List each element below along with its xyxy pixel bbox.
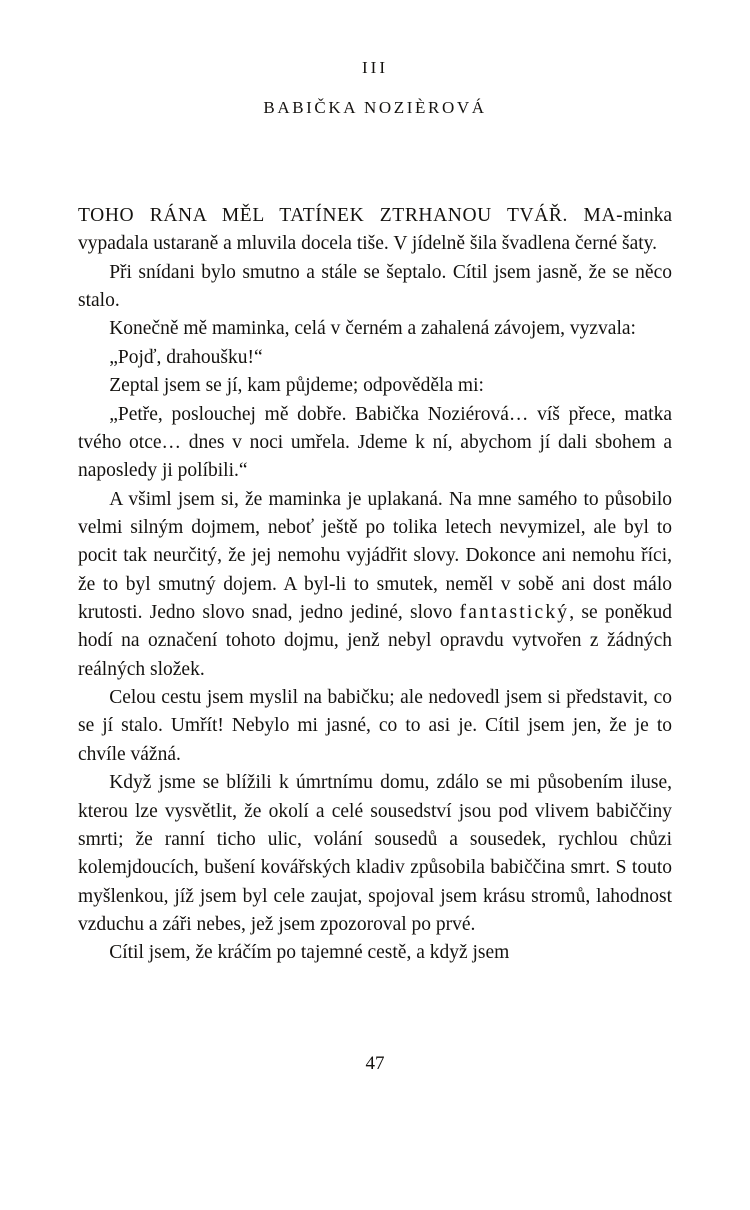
- paragraph-10: Cítil jsem, že kráčím po tajemné cestě, a když jsem: [109, 942, 510, 964]
- paragraph-7-text-before: A všiml jsem si, že maminka je uplakaná. Na mne samého to působilo velmi silným dojmem, neboť ještě po tolika letech nevymizel, ale byl to pocit tak neurčitý, že jej nemohu vyjádřit slovy. Dokonce ani nemohu říci, že to byl smutný dojem. A byl-li to smutek, neměl v sobě ani dost málo krutosti. Jedno slovo snad, jedno jediné, slovo: [78, 488, 672, 624]
- paragraph-7: [78, 486, 672, 685]
- emphasized-word: fantastický: [459, 602, 570, 624]
- paragraph-3: Konečně mě maminka, celá v černém a zahalená závojem, vyzvala:: [109, 318, 636, 340]
- paragraph-9: Když jsme se blížili k úmrtnímu domu, zdálo se mi působením iluse, kterou lze vysvětlit, že okolí a celé sousedství jsou pod vlivem babiččiny smrti; že ranní ticho ulic, volání sousedů a sousedek, rychlou chůzi kolemjdoucích, bušení kovářských kladiv způsobila babiččina smrt. S touto myšlenkou, jíž jsem byl cele zaujat, spojoval jsem krásu stromů, lahodnost vzduchu a záři nebes, jež jsem zpozoroval po prvé.: [78, 772, 672, 935]
- paragraph-8: Celou cestu jsem myslil na babičku; ale nedovedl jsem si představit, co se jí stalo. Umřít! Nebylo mi jasné, co to asi je. Cítil jsem jen, že je to chvíle vážná.: [78, 687, 672, 765]
- paragraph-7-text-after: , se poněkud hodí na označení tohoto dojmu, jenž nebyl opravdu vytvořen z žádných reálných složek.: [78, 602, 672, 680]
- paragraph-2: Při snídani bylo smutno a stále se šeptalo. Cítil jsem jasně, že se něco stalo.: [78, 261, 672, 312]
- chapter-number: III: [362, 58, 388, 77]
- paragraph-6-dialogue: „Petře, poslouchej mě dobře. Babička Noziérová… víš přece, matka tvého otce… dnes v noci umřela. Jdeme k ní, abychom jí dali sbohem a naposledy ji políbili.“: [78, 403, 672, 482]
- paragraph-1: [78, 202, 672, 259]
- paragraph-1-text: minka vypadala ustaraně a mluvila docela tiše. V jídelně šila švadlena černé šaty.: [78, 205, 672, 255]
- book-page: [0, 58, 750, 1210]
- paragraph-5: Zeptal jsem se jí, kam půjdeme; odpověděla mi:: [109, 375, 484, 397]
- chapter-title: BABIČKA NOZIÈROVÁ: [263, 98, 487, 117]
- page-number: 47: [365, 1053, 385, 1074]
- opening-smallcaps: TOHO RÁNA MĚL TATÍNEK ZTRHANOU TVÁŘ. MA-: [78, 205, 624, 226]
- body-text: [78, 202, 672, 968]
- paragraph-4-dialogue: „Pojď, drahoušku!“: [109, 346, 263, 368]
